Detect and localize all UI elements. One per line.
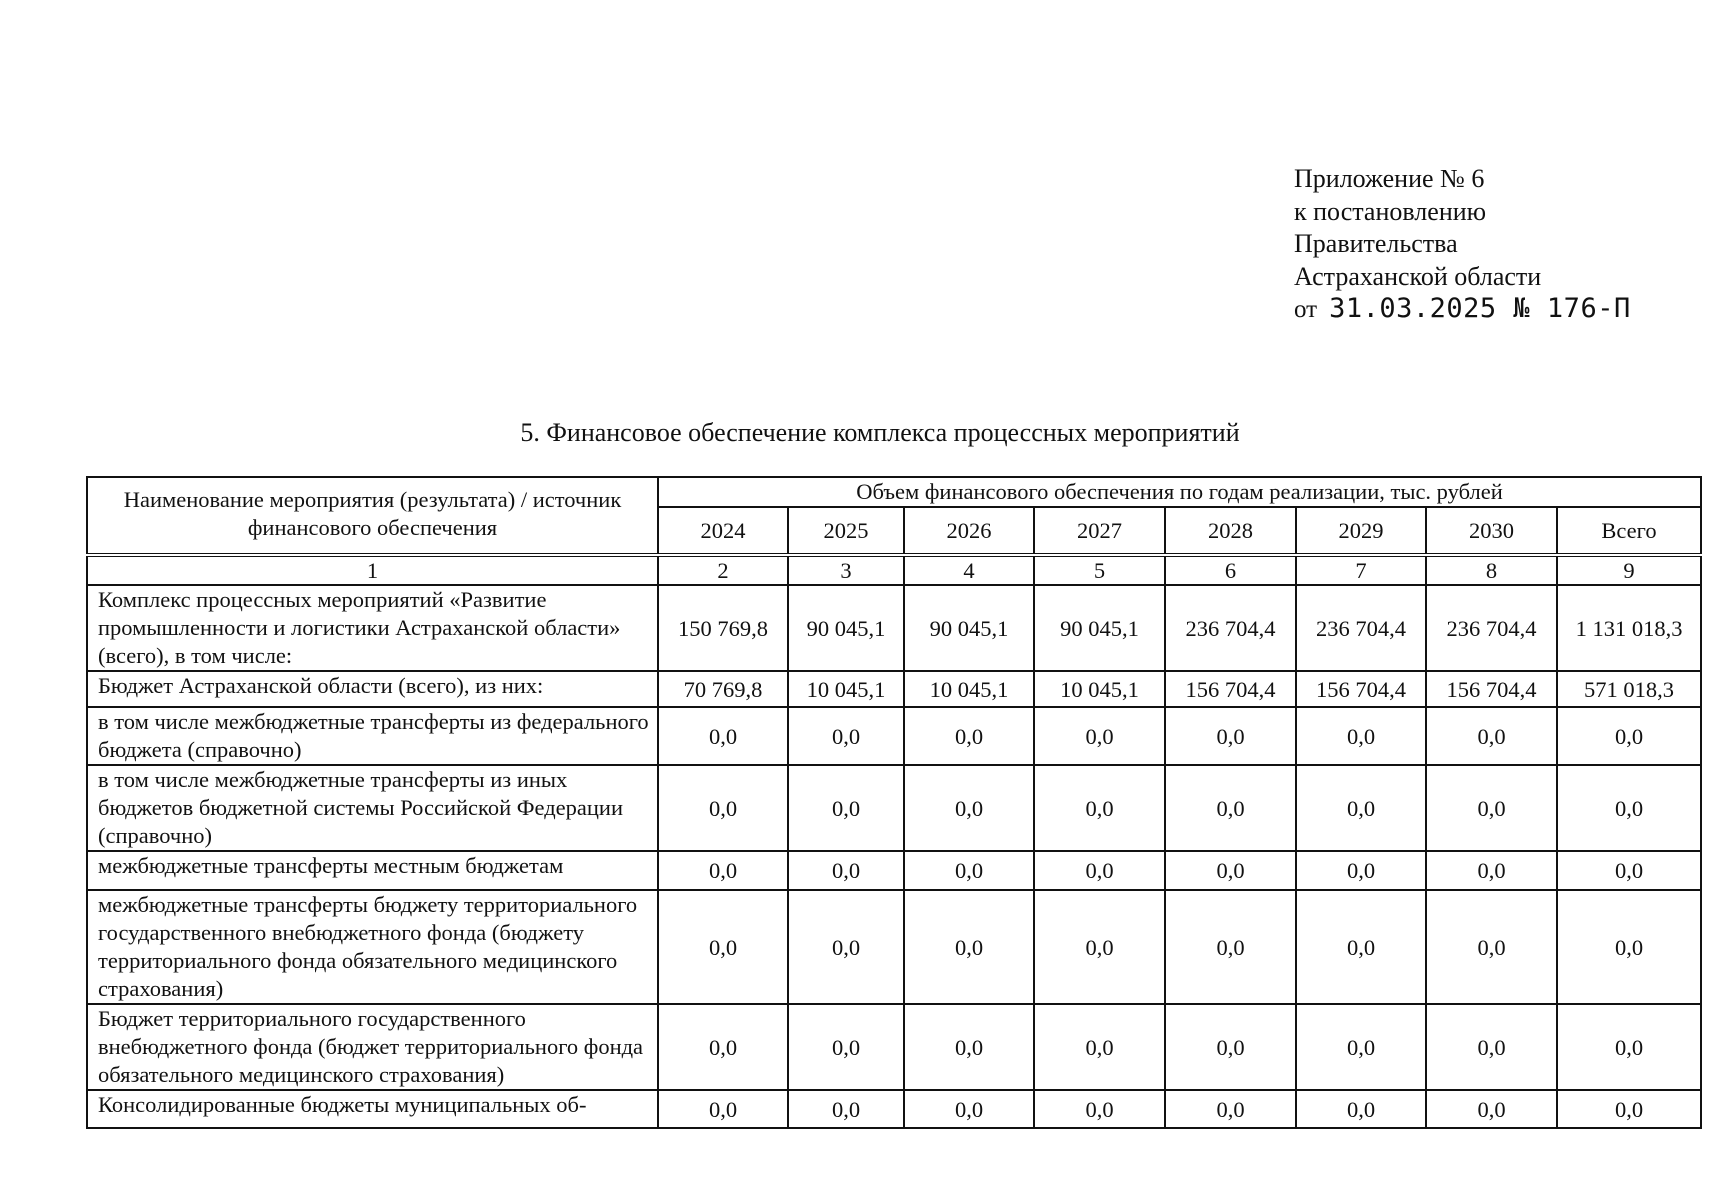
row-name-cell: в том числе межбюджетные трансферты из иных бюджетов бюджетной системы Российской Федерации (справочно) (87, 765, 658, 851)
row-value-cell: 0,0 (658, 1004, 788, 1090)
row-name-cell: межбюджетные трансферты местным бюджетам (87, 851, 658, 890)
row-value-cell: 0,0 (1426, 765, 1557, 851)
row-value-cell: 70 769,8 (658, 671, 788, 707)
header-row-group (87, 477, 1701, 507)
table-row (87, 1090, 1701, 1128)
row-value-cell: 236 704,4 (1426, 585, 1557, 671)
table-row (87, 671, 1701, 707)
table-row (87, 890, 1701, 1004)
row-total-cell: 571 018,3 (1557, 671, 1701, 707)
row-value-cell: 0,0 (1296, 707, 1426, 765)
row-value-cell: 90 045,1 (904, 585, 1034, 671)
row-name-cell: межбюджетные трансферты бюджету территориального государственного внебюджетного фонда (бюджету территориального фонда обязательного медицинского страхования) (87, 890, 658, 1004)
year-header-cell: 2028 (1165, 507, 1296, 555)
row-value-cell: 0,0 (788, 765, 904, 851)
column-number-cell: 5 (1034, 555, 1165, 585)
row-value-cell: 0,0 (1426, 851, 1557, 890)
row-value-cell: 10 045,1 (788, 671, 904, 707)
row-value-cell: 0,0 (1165, 1004, 1296, 1090)
row-total-cell: 0,0 (1557, 765, 1701, 851)
row-value-cell: 0,0 (788, 1090, 904, 1128)
row-value-cell: 0,0 (1296, 1090, 1426, 1128)
row-value-cell: 0,0 (904, 851, 1034, 890)
year-header-cell: 2027 (1034, 507, 1165, 555)
appendix-line-3: Правительства (1294, 229, 1458, 258)
column-number-cell: 9 (1557, 555, 1701, 585)
row-value-cell: 0,0 (658, 890, 788, 1004)
row-name-cell: Бюджет территориального государственного внебюджетного фонда (бюджет территориального фонда обязательного медицинского страхования) (87, 1004, 658, 1090)
table-row (87, 765, 1701, 851)
table-row (87, 707, 1701, 765)
row-value-cell: 0,0 (658, 765, 788, 851)
row-value-cell: 0,0 (788, 1004, 904, 1090)
row-value-cell: 0,0 (788, 890, 904, 1004)
row-value-cell: 156 704,4 (1165, 671, 1296, 707)
row-value-cell: 10 045,1 (904, 671, 1034, 707)
year-header-cell: 2029 (1296, 507, 1426, 555)
row-value-cell: 0,0 (1296, 1004, 1426, 1090)
appendix-date-value: 31.03.2025 № 176-П (1329, 293, 1631, 324)
row-value-cell: 0,0 (1165, 1090, 1296, 1128)
column-number-cell: 6 (1165, 555, 1296, 585)
row-value-cell: 0,0 (788, 707, 904, 765)
row-value-cell: 0,0 (658, 1090, 788, 1128)
row-name-cell: Бюджет Астраханской области (всего), из них: (87, 671, 658, 707)
row-total-cell: 0,0 (1557, 707, 1701, 765)
row-value-cell: 0,0 (1034, 707, 1165, 765)
row-value-cell: 0,0 (1034, 1090, 1165, 1128)
row-value-cell: 236 704,4 (1165, 585, 1296, 671)
row-value-cell: 0,0 (1296, 851, 1426, 890)
table-row (87, 851, 1701, 890)
row-value-cell: 0,0 (904, 1004, 1034, 1090)
row-name-cell: в том числе межбюджетные трансферты из федерального бюджета (справочно) (87, 707, 658, 765)
row-value-cell: 0,0 (1165, 890, 1296, 1004)
row-value-cell: 90 045,1 (1034, 585, 1165, 671)
row-value-cell: 150 769,8 (658, 585, 788, 671)
year-header-cell: 2030 (1426, 507, 1557, 555)
appendix-line-2: к постановлению (1294, 196, 1487, 226)
row-value-cell: 0,0 (1034, 765, 1165, 851)
row-value-cell: 0,0 (1165, 851, 1296, 890)
total-header-cell: Всего (1557, 507, 1701, 555)
row-value-cell: 0,0 (1296, 890, 1426, 1004)
row-name-cell: Консолидированные бюджеты муниципальных об- (87, 1090, 658, 1128)
row-value-cell: 0,0 (658, 851, 788, 890)
row-name-cell: Комплекс процессных мероприятий «Развитие промышленности и логистики Астраханской области» (всего), в том числе: (87, 585, 658, 671)
table-row (87, 585, 1701, 671)
column-number-cell: 3 (788, 555, 904, 585)
row-value-cell: 10 045,1 (1034, 671, 1165, 707)
column-number-cell: 7 (1296, 555, 1426, 585)
year-header-cell: 2026 (904, 507, 1034, 555)
row-value-cell: 0,0 (1165, 707, 1296, 765)
row-total-cell: 1 131 018,3 (1557, 585, 1701, 671)
row-value-cell: 156 704,4 (1426, 671, 1557, 707)
row-value-cell: 0,0 (1426, 1004, 1557, 1090)
year-header-cell: 2025 (788, 507, 904, 555)
appendix-line-4: Астраханской области (1294, 261, 1542, 291)
row-value-cell: 0,0 (904, 890, 1034, 1004)
row-value-cell: 236 704,4 (1296, 585, 1426, 671)
header-name-cell: Наименование мероприятия (результата) / источник финансового обеспечения (87, 477, 658, 555)
row-value-cell: 0,0 (1296, 765, 1426, 851)
row-value-cell: 0,0 (1426, 1090, 1557, 1128)
row-value-cell: 0,0 (1034, 1004, 1165, 1090)
row-value-cell: 0,0 (1426, 707, 1557, 765)
appendix-date-line (1294, 293, 1631, 327)
row-total-cell: 0,0 (1557, 890, 1701, 1004)
row-total-cell: 0,0 (1557, 851, 1701, 890)
column-number-cell: 2 (658, 555, 788, 585)
appendix-block (1294, 163, 1631, 327)
column-number-row (87, 555, 1701, 585)
row-value-cell: 156 704,4 (1296, 671, 1426, 707)
appendix-date-prefix: от (1294, 296, 1318, 323)
row-value-cell: 90 045,1 (788, 585, 904, 671)
row-value-cell: 0,0 (1165, 765, 1296, 851)
year-header-cell: 2024 (658, 507, 788, 555)
row-value-cell: 0,0 (904, 1090, 1034, 1128)
table-row (87, 1004, 1701, 1090)
column-number-cell: 4 (904, 555, 1034, 585)
row-value-cell: 0,0 (1426, 890, 1557, 1004)
financing-table (86, 476, 1702, 1129)
column-number-cell: 8 (1426, 555, 1557, 585)
row-value-cell: 0,0 (904, 707, 1034, 765)
row-value-cell: 0,0 (658, 707, 788, 765)
column-number-cell: 1 (87, 555, 658, 585)
row-value-cell: 0,0 (1034, 890, 1165, 1004)
appendix-line-1: Приложение № 6 (1294, 164, 1485, 193)
row-total-cell: 0,0 (1557, 1004, 1701, 1090)
row-value-cell: 0,0 (1034, 851, 1165, 890)
row-value-cell: 0,0 (904, 765, 1034, 851)
section-title: 5. Финансовое обеспечение комплекса процессных мероприятий (520, 418, 1240, 447)
header-group-cell: Объем финансового обеспечения по годам реализации, тыс. рублей (658, 477, 1701, 507)
row-value-cell: 0,0 (788, 851, 904, 890)
row-total-cell: 0,0 (1557, 1090, 1701, 1128)
